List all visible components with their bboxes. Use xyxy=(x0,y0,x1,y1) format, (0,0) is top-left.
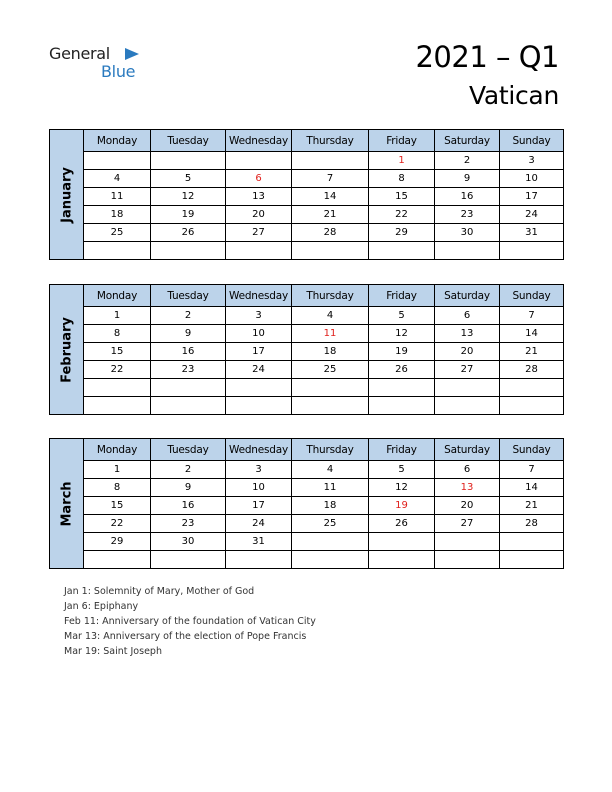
day-cell: 2 xyxy=(151,461,226,479)
day-cell: 9 xyxy=(435,170,500,188)
day-cell: 25 xyxy=(292,515,369,533)
day-cell: 27 xyxy=(435,515,500,533)
day-cell xyxy=(151,551,226,569)
day-cell: 18 xyxy=(292,497,369,515)
day-cell: 15 xyxy=(84,343,151,361)
day-cell: 21 xyxy=(292,206,369,224)
weekday-header: Saturday xyxy=(435,285,500,307)
week-row xyxy=(50,325,564,343)
day-cell: 24 xyxy=(226,361,292,379)
day-cell: 5 xyxy=(369,461,435,479)
day-cell xyxy=(151,152,226,170)
week-row xyxy=(50,397,564,415)
weekday-header: Friday xyxy=(369,439,435,461)
day-cell: 31 xyxy=(500,224,564,242)
weekday-header: Monday xyxy=(84,285,151,307)
month-table xyxy=(49,438,564,569)
weekday-header: Tuesday xyxy=(151,130,226,152)
day-cell: 28 xyxy=(292,224,369,242)
week-row xyxy=(50,242,564,260)
day-cell: 17 xyxy=(500,188,564,206)
day-cell: 11 xyxy=(84,188,151,206)
day-cell: 20 xyxy=(435,497,500,515)
day-cell xyxy=(292,551,369,569)
day-cell: 19 xyxy=(369,343,435,361)
day-cell: 8 xyxy=(84,325,151,343)
day-cell: 31 xyxy=(226,533,292,551)
day-cell: 2 xyxy=(151,307,226,325)
day-cell xyxy=(292,242,369,260)
day-cell: 15 xyxy=(84,497,151,515)
month-name: January xyxy=(59,166,74,223)
day-cell: 30 xyxy=(151,533,226,551)
day-cell xyxy=(435,533,500,551)
day-cell: 24 xyxy=(226,515,292,533)
weekday-header: Friday xyxy=(369,285,435,307)
day-cell xyxy=(435,551,500,569)
page-title: 2021 – Q1 xyxy=(415,40,559,74)
day-cell: 29 xyxy=(84,533,151,551)
week-row xyxy=(50,206,564,224)
logo-flag-icon xyxy=(125,48,139,60)
day-cell xyxy=(500,242,564,260)
day-cell: 14 xyxy=(500,325,564,343)
day-cell xyxy=(84,379,151,397)
day-cell: 8 xyxy=(84,479,151,497)
day-cell: 23 xyxy=(435,206,500,224)
week-row xyxy=(50,170,564,188)
holiday-note: Feb 11: Anniversary of the foundation of Vatican City xyxy=(64,616,316,627)
day-cell: 2 xyxy=(435,152,500,170)
day-cell: 16 xyxy=(151,343,226,361)
day-cell xyxy=(84,152,151,170)
day-cell: 22 xyxy=(84,515,151,533)
holiday-note: Mar 13: Anniversary of the election of Pope Francis xyxy=(64,631,307,642)
day-cell: 17 xyxy=(226,497,292,515)
holiday-note: Jan 1: Solemnity of Mary, Mother of God xyxy=(64,586,255,597)
day-cell xyxy=(500,533,564,551)
week-row xyxy=(50,152,564,170)
day-cell: 19 xyxy=(151,206,226,224)
day-cell xyxy=(292,152,369,170)
holiday-note: Jan 6: Epiphany xyxy=(64,601,139,612)
day-cell: 4 xyxy=(292,461,369,479)
day-cell: 1 xyxy=(369,152,435,170)
day-cell: 27 xyxy=(226,224,292,242)
day-cell: 19 xyxy=(369,497,435,515)
day-cell xyxy=(226,397,292,415)
day-cell: 6 xyxy=(435,307,500,325)
day-cell xyxy=(151,242,226,260)
day-cell xyxy=(84,397,151,415)
day-cell xyxy=(369,397,435,415)
weekday-header: Sunday xyxy=(500,285,564,307)
day-cell: 18 xyxy=(84,206,151,224)
week-row xyxy=(50,515,564,533)
day-cell: 23 xyxy=(151,515,226,533)
day-cell: 20 xyxy=(226,206,292,224)
day-cell: 10 xyxy=(500,170,564,188)
day-cell xyxy=(226,379,292,397)
day-cell: 3 xyxy=(226,461,292,479)
weekday-header: Monday xyxy=(84,439,151,461)
day-cell xyxy=(226,152,292,170)
weekday-header: Monday xyxy=(84,130,151,152)
day-cell xyxy=(151,379,226,397)
day-cell: 26 xyxy=(369,515,435,533)
day-cell xyxy=(435,379,500,397)
month-name: February xyxy=(59,316,74,383)
day-cell xyxy=(292,379,369,397)
day-cell: 8 xyxy=(369,170,435,188)
day-cell xyxy=(435,397,500,415)
day-cell: 11 xyxy=(292,325,369,343)
day-cell: 24 xyxy=(500,206,564,224)
day-cell: 14 xyxy=(500,479,564,497)
day-cell xyxy=(292,397,369,415)
day-cell: 28 xyxy=(500,515,564,533)
day-cell: 21 xyxy=(500,343,564,361)
day-cell: 4 xyxy=(84,170,151,188)
day-cell: 23 xyxy=(151,361,226,379)
month-table xyxy=(49,284,564,415)
day-cell xyxy=(435,242,500,260)
day-cell: 12 xyxy=(151,188,226,206)
day-cell: 9 xyxy=(151,479,226,497)
holiday-notes xyxy=(64,584,316,659)
week-row xyxy=(50,461,564,479)
day-cell xyxy=(84,242,151,260)
day-cell: 5 xyxy=(369,307,435,325)
week-row xyxy=(50,188,564,206)
day-cell: 20 xyxy=(435,343,500,361)
day-cell: 27 xyxy=(435,361,500,379)
day-cell: 13 xyxy=(435,479,500,497)
weekday-header: Saturday xyxy=(435,130,500,152)
weekday-header: Tuesday xyxy=(151,439,226,461)
week-row xyxy=(50,343,564,361)
day-cell: 22 xyxy=(84,361,151,379)
day-cell: 9 xyxy=(151,325,226,343)
day-cell: 30 xyxy=(435,224,500,242)
day-cell: 11 xyxy=(292,479,369,497)
month-name: March xyxy=(59,480,74,527)
week-row xyxy=(50,379,564,397)
day-cell xyxy=(369,242,435,260)
week-row xyxy=(50,551,564,569)
weekday-header: Sunday xyxy=(500,439,564,461)
week-row xyxy=(50,307,564,325)
day-cell: 26 xyxy=(369,361,435,379)
day-cell: 10 xyxy=(226,325,292,343)
day-cell xyxy=(292,533,369,551)
day-cell: 10 xyxy=(226,479,292,497)
weekday-header: Saturday xyxy=(435,439,500,461)
week-row xyxy=(50,361,564,379)
day-cell xyxy=(500,397,564,415)
day-cell xyxy=(500,379,564,397)
day-cell: 5 xyxy=(151,170,226,188)
day-cell: 22 xyxy=(369,206,435,224)
week-row xyxy=(50,479,564,497)
day-cell xyxy=(226,242,292,260)
calendar-march xyxy=(49,438,563,569)
day-cell: 13 xyxy=(435,325,500,343)
day-cell: 15 xyxy=(369,188,435,206)
week-row xyxy=(50,497,564,515)
day-cell: 6 xyxy=(435,461,500,479)
day-cell: 17 xyxy=(226,343,292,361)
weekday-header: Friday xyxy=(369,130,435,152)
day-cell: 3 xyxy=(500,152,564,170)
day-cell: 26 xyxy=(151,224,226,242)
weekday-header: Thursday xyxy=(292,439,369,461)
day-cell: 25 xyxy=(292,361,369,379)
day-cell xyxy=(369,379,435,397)
day-cell xyxy=(226,551,292,569)
day-cell: 18 xyxy=(292,343,369,361)
week-row xyxy=(50,224,564,242)
day-cell xyxy=(369,551,435,569)
day-cell: 7 xyxy=(292,170,369,188)
day-cell: 12 xyxy=(369,325,435,343)
week-row xyxy=(50,533,564,551)
day-cell: 3 xyxy=(226,307,292,325)
day-cell: 29 xyxy=(369,224,435,242)
month-label-cell xyxy=(50,130,84,260)
day-cell: 6 xyxy=(226,170,292,188)
day-cell: 16 xyxy=(435,188,500,206)
calendar-february xyxy=(49,284,563,415)
day-cell: 28 xyxy=(500,361,564,379)
logo-text-blue: Blue xyxy=(101,62,136,81)
day-cell: 13 xyxy=(226,188,292,206)
country-name: Vatican xyxy=(468,81,559,110)
day-cell: 21 xyxy=(500,497,564,515)
weekday-header: Tuesday xyxy=(151,285,226,307)
month-table xyxy=(49,129,564,260)
generalblue-logo xyxy=(49,44,149,84)
day-cell: 14 xyxy=(292,188,369,206)
weekday-header: Thursday xyxy=(292,130,369,152)
day-cell: 1 xyxy=(84,307,151,325)
day-cell: 1 xyxy=(84,461,151,479)
weekday-header: Thursday xyxy=(292,285,369,307)
month-label-cell xyxy=(50,439,84,569)
day-cell: 16 xyxy=(151,497,226,515)
weekday-header: Wednesday xyxy=(226,285,292,307)
holiday-note: Mar 19: Saint Joseph xyxy=(64,646,162,657)
day-cell: 4 xyxy=(292,307,369,325)
day-cell xyxy=(84,551,151,569)
day-cell: 7 xyxy=(500,307,564,325)
weekday-header: Sunday xyxy=(500,130,564,152)
calendar-january xyxy=(49,129,563,260)
day-cell xyxy=(151,397,226,415)
weekday-header: Wednesday xyxy=(226,130,292,152)
day-cell xyxy=(369,533,435,551)
day-cell xyxy=(500,551,564,569)
weekday-header: Wednesday xyxy=(226,439,292,461)
logo-text-general: General xyxy=(49,44,110,63)
day-cell: 25 xyxy=(84,224,151,242)
day-cell: 7 xyxy=(500,461,564,479)
day-cell: 12 xyxy=(369,479,435,497)
month-label-cell xyxy=(50,285,84,415)
